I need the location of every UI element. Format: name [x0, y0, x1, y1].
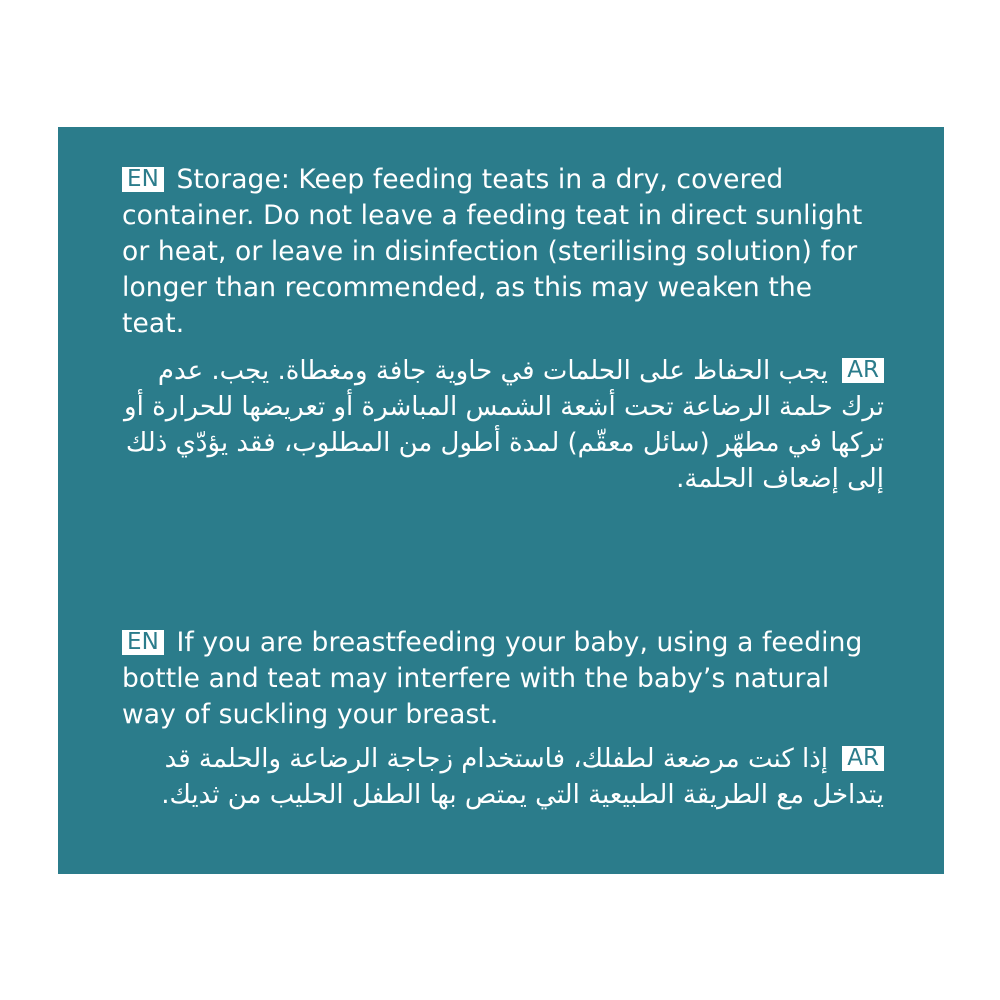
language-tag-ar: AR [842, 358, 884, 383]
instruction-panel [58, 127, 944, 874]
storage-arabic-text: يجب الحفاظ على الحلمات في حاوية جافة ومغطاة. يجب. عدم ترك حلمة الرضاعة تحت أشعة الشمس المباشرة أو تعريضها للحرارة أو تركها في مطهّر (سائل معقّم) لمدة أطول من المطلوب، فقد يؤدّي ذلك إلى إضعاف الحلمة. [124, 356, 884, 494]
language-tag-en: EN [122, 630, 164, 655]
breastfeeding-arabic-paragraph [114, 741, 884, 813]
language-tag-en: EN [122, 167, 164, 192]
storage-english-text: Storage: Keep feeding teats in a dry, covered container. Do not leave a feeding teat in direct sunlight or heat, or leave in disinfection (sterilising solution) for longer than recommended, as this may weaken the teat. [122, 164, 863, 339]
storage-arabic-paragraph [114, 353, 884, 497]
storage-english-paragraph [122, 162, 882, 342]
breastfeeding-arabic-text: إذا كنت مرضعة لطفلك، فاستخدام زجاجة الرضاعة والحلمة قد يتداخل مع الطريقة الطبيعية التي يمتص بها الطفل الحليب من ثديك. [161, 744, 884, 810]
language-tag-ar: AR [842, 746, 884, 771]
breastfeeding-english-text: If you are breastfeeding your baby, using a feeding bottle and teat may interfere with the baby’s natural way of suckling your breast. [122, 627, 863, 730]
breastfeeding-english-paragraph [122, 625, 882, 733]
